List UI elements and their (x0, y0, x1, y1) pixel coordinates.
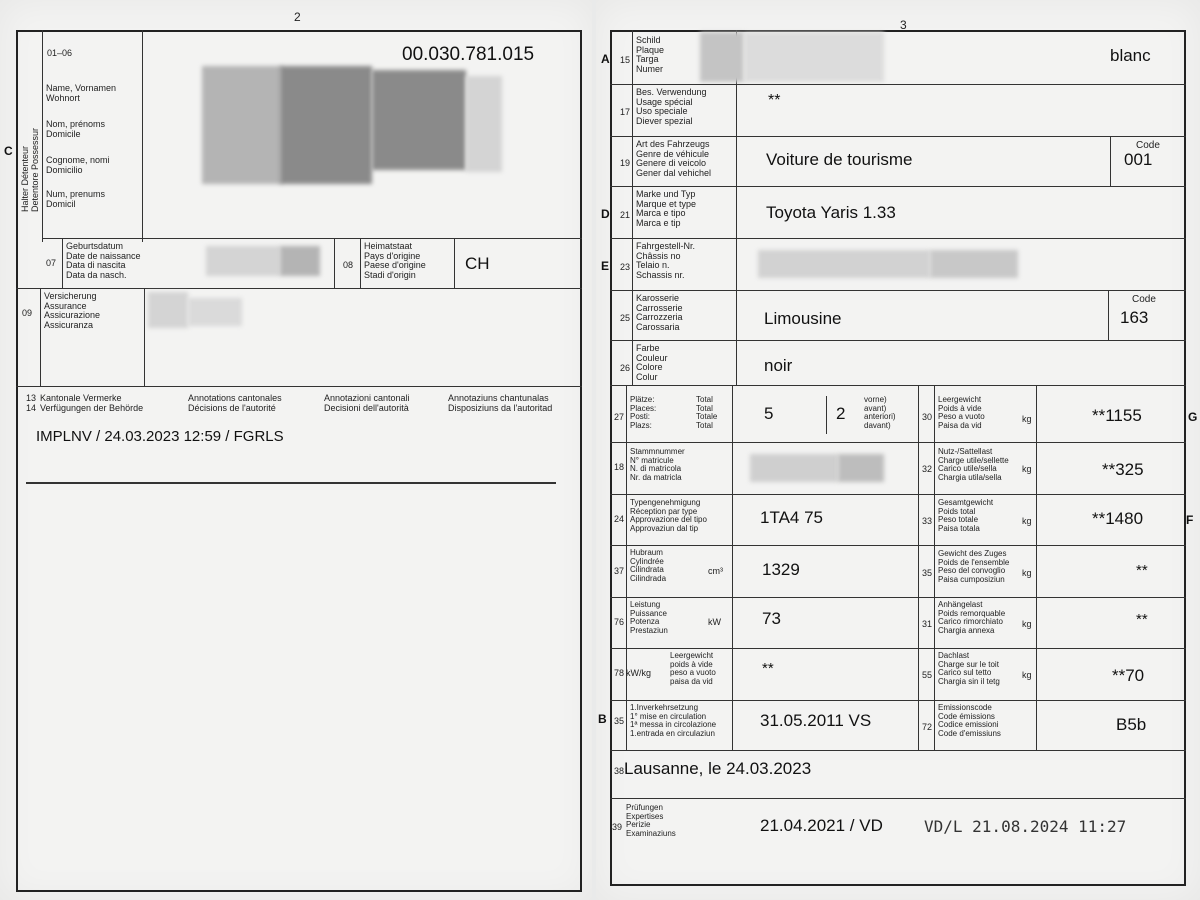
holder-label-fr: Nom, prénoms Domicile (46, 119, 106, 139)
field-35b-label: 1.Inverkehrsetzung 1° mise en circulation 1ª messa in circolazione 1.entrada en circulaziun (630, 703, 717, 738)
holder-label-de: Name, Vornamen Wohnort (46, 83, 117, 103)
field-18-number: 18 (614, 462, 625, 472)
redacted-plate (700, 32, 744, 82)
holder-label-rm: Num, prenums Domicil (46, 189, 106, 209)
row-17-value: ** (768, 92, 781, 109)
field-37-value: 1329 (762, 560, 800, 579)
holder-side-label: Halter Détenteur Detentore Possessur (20, 127, 40, 212)
row-15-letter: A (601, 52, 610, 66)
weight-33-value: **1480 (1092, 509, 1144, 528)
redacted-matricule-2 (838, 454, 884, 482)
row-26-number: 26 (620, 363, 631, 373)
row-23-label: Fahrgestell-Nr. Châssis no Telaio n. Schassis nr. (636, 241, 696, 280)
field-35b-number: 35 (614, 716, 625, 726)
field-01-06-value: 00.030.781.015 (402, 44, 535, 65)
field-35b-value: 31.05.2011 VS (760, 711, 872, 730)
field-08-value: CH (465, 254, 490, 273)
row-21-label: Marke und Typ Marque et type Marca e tipo Marca e tip (636, 189, 697, 228)
redacted-insurance (148, 292, 188, 328)
field-08-number: 08 (343, 260, 354, 270)
row-17-number: 17 (620, 107, 631, 117)
weight-72-number: 72 (922, 722, 933, 732)
row-23-number: 23 (620, 262, 631, 272)
weight-30-unit: kg (1022, 414, 1032, 424)
field-24-value: 1TA4 75 (760, 508, 824, 527)
weight-55-value: **70 (1112, 666, 1145, 685)
row-19-number: 19 (620, 158, 631, 168)
field-09-number: 09 (22, 308, 33, 318)
weight-55-number: 55 (922, 670, 933, 680)
weight-33-number: 33 (922, 516, 933, 526)
right-page-number: 3 (900, 18, 907, 32)
weight-72-label: Emissionscode Code émissions Codice emissioni Code d'emissiuns (938, 703, 1001, 738)
field-13-14-label-it: Annotazioni cantonali Decisioni dell'autorità (324, 393, 410, 413)
redacted-plate-2 (744, 32, 884, 82)
weight-32-value: **325 (1102, 460, 1144, 479)
field-13-14-label-de: Kantonale Vermerke Verfügungen der Behörde (40, 393, 144, 413)
redacted-birthdate (206, 246, 280, 276)
redacted-holder-name-2 (280, 66, 372, 184)
weight-35-unit: kg (1022, 568, 1032, 578)
row-19-value: Voiture de tourisme (766, 150, 913, 169)
row-26-label: Farbe Couleur Colore Colur (636, 343, 668, 382)
field-13-14-numbers: 13 14 (26, 393, 37, 413)
weight-35-number: 35 (922, 568, 933, 578)
weight-35-value: ** (1136, 562, 1148, 579)
row-19-label: Art des Fahrzeugs Genre de véhicule Genere di veicolo Gener dal vehichel (636, 139, 712, 178)
field-37-unit: cm³ (708, 566, 723, 576)
field-76-label: Leistung Puissance Potenza Prestaziun (630, 600, 668, 635)
field-35b-letter: B (598, 712, 607, 726)
seats-totals: Total Total Totale Total (696, 395, 718, 430)
weight-30-label: Leergewicht Poids à vide Peso a vuoto Paisa da vid (938, 395, 985, 430)
row-26-value: noir (764, 356, 793, 375)
row-21-letter: D (601, 207, 610, 221)
row-15-value: blanc (1110, 46, 1151, 65)
field-39-value: 21.04.2021 / VD (760, 816, 883, 835)
weight-30-number: 30 (922, 412, 933, 422)
seats-number: 27 (614, 412, 625, 422)
holder-side-letter: C (4, 144, 13, 158)
redacted-holder-name-4 (466, 76, 502, 172)
field-07-label: Geburtsdatum Date de naissance Data di nascita Data da nasch. (66, 241, 141, 280)
weight-31-unit: kg (1022, 619, 1032, 629)
left-page-number: 2 (294, 10, 301, 24)
seats-front-value: 2 (836, 404, 846, 423)
weight-33-unit: kg (1022, 516, 1032, 526)
row-25-code: 163 (1120, 308, 1149, 327)
weight-31-value: ** (1136, 611, 1148, 628)
weight-35-label: Gewicht des Zuges Poids de l'ensemble Peso del convoglio Paisa cumposiziun (938, 549, 1010, 584)
row-25-label: Karosserie Carrosserie Carrozzeria Carossaria (636, 293, 683, 332)
seats-front-label: vorne) avant) anteriori) davant) (864, 395, 896, 430)
field-18-label: Stammnummer N° matricule N. di matricola Nr. da matricla (630, 447, 685, 482)
field-76-value: 73 (762, 609, 781, 628)
weight-32-unit: kg (1022, 464, 1032, 474)
weight-72-value: B5b (1116, 715, 1147, 734)
row-23-letter: E (601, 259, 610, 273)
field-13-14-label-fr: Annotations cantonales Décisions de l'autorité (188, 393, 282, 413)
redacted-birthdate-2 (280, 246, 320, 276)
field-13-14-label-rm: Annotaziuns chantunalas Disposiziuns da l'autoritad (448, 393, 553, 413)
field-39-label: Prüfungen Expertises Perizie Examinaziuns (626, 803, 676, 838)
row-15-label: Schild Plaque Targa Numer (636, 35, 665, 74)
redacted-chassis (758, 250, 930, 278)
field-38-number: 38 (614, 766, 625, 776)
redacted-holder-name-3 (372, 70, 466, 170)
row-19-code-label: Code (1136, 140, 1160, 151)
redacted-matricule (750, 454, 838, 482)
weight-55-unit: kg (1022, 670, 1032, 680)
field-76-unit: kW (708, 617, 721, 627)
field-38-value: Lausanne, le 24.03.2023 (624, 759, 812, 778)
field-39-number: 39 (612, 822, 623, 832)
weight-31-number: 31 (922, 619, 933, 629)
row-15-number: 15 (620, 55, 631, 65)
weight-33-side-letter: F (1186, 513, 1194, 527)
redacted-holder-name (202, 66, 282, 184)
field-07-number: 07 (46, 258, 57, 268)
weight-31-label: Anhängelast Poids remorquable Carico rimorchiato Chargia annexa (938, 600, 1006, 635)
weight-30-value: **1155 (1092, 406, 1142, 425)
field-76-number: 76 (614, 617, 625, 627)
field-78-value: ** (762, 660, 774, 677)
row-25-number: 25 (620, 313, 631, 323)
field-78-number: 78 (614, 668, 625, 678)
row-25-code-label: Code (1132, 294, 1156, 305)
field-24-number: 24 (614, 514, 625, 524)
row-21-value: Toyota Yaris 1.33 (766, 203, 896, 222)
field-24-label: Typengenehmigung Réception par type Approvazione del tipo Approvaziun dal tip (630, 498, 707, 533)
weight-30-side-letter: G (1188, 410, 1198, 424)
holder-label-it: Cognome, nomi Domicilio (46, 155, 110, 175)
field-37-label: Hubraum Cylindrée Cilindrata Cilindrada (630, 548, 667, 583)
row-21-number: 21 (620, 210, 631, 220)
field-37-number: 37 (614, 566, 625, 576)
redacted-chassis-2 (930, 250, 1018, 278)
weight-55-label: Dachlast Charge sur le toit Carico sul tetto Chargia sin il tetg (938, 651, 1000, 686)
seats-labels: Plätze: Places: Posti: Plazs: (630, 395, 657, 430)
weight-33-label: Gesamtgewicht Poids total Peso totale Paisa totala (938, 498, 994, 533)
row-19-code: 001 (1124, 150, 1153, 169)
row-17-label: Bes. Verwendung Usage spécial Uso speciale Diever spezial (636, 87, 707, 126)
row-25-value: Limousine (764, 309, 842, 328)
seats-total-value: 5 (764, 404, 774, 423)
weight-32-label: Nutz-/Sattellast Charge utile/sellette Carico utile/sella Chargia utila/sella (938, 447, 1009, 482)
field-13-14-value: IMPLNV / 24.03.2023 12:59 / FGRLS (36, 428, 284, 445)
field-78-unit: kW/kg (626, 668, 652, 678)
field-08-label: Heimatstaat Pays d'origine Paese d'origine Stadi d'origin (364, 241, 426, 280)
field-39-stamp: VD/L 21.08.2024 11:27 (924, 817, 1127, 836)
field-78-label: Leergewicht poids à vide peso a vuoto paisa da vid (670, 651, 716, 686)
redacted-insurance-2 (188, 298, 242, 326)
weight-32-number: 32 (922, 464, 933, 474)
field-01-06-number: 01–06 (47, 48, 73, 58)
field-09-label: Versicherung Assurance Assicurazione Assicuranza (44, 291, 101, 330)
